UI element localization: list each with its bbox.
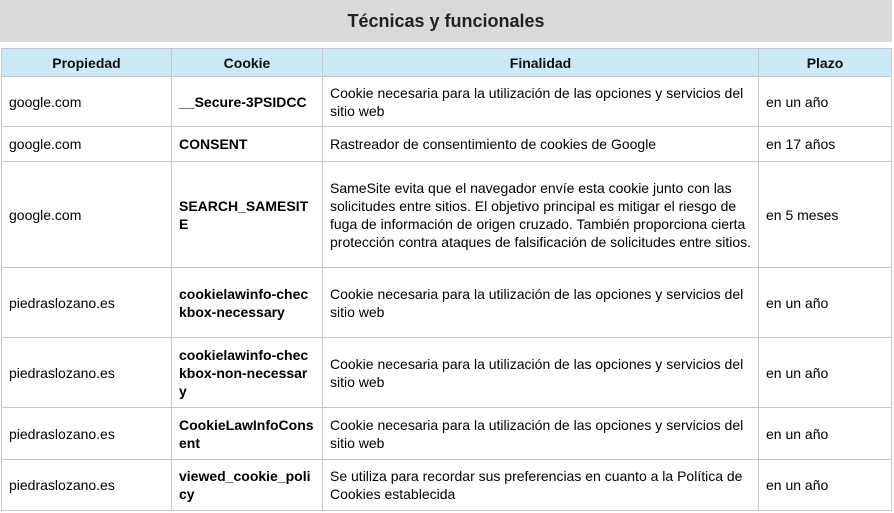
cell-cookie: SEARCH_SAMESITE (172, 162, 323, 268)
header-propiedad: Propiedad (2, 49, 172, 77)
section-title: Técnicas y funcionales (0, 0, 892, 42)
cell-cookie: __Secure-3PSIDCC (172, 77, 323, 127)
table-row (2, 268, 892, 338)
cookies-table (1, 48, 892, 511)
cell-finalidad: Cookie necesaria para la utilización de las opciones y servicios del sitio web (323, 77, 759, 127)
cell-plazo: en 5 meses (759, 162, 892, 268)
table-row (2, 408, 892, 460)
table-row (2, 460, 892, 511)
cell-plazo: en un año (759, 460, 892, 511)
header-finalidad: Finalidad (323, 49, 759, 77)
table-header-row (2, 49, 892, 77)
cell-plazo: en 17 años (759, 127, 892, 162)
cell-propiedad: piedraslozano.es (2, 338, 172, 408)
cell-cookie: CookieLawInfoConsent (172, 408, 323, 460)
header-plazo: Plazo (759, 49, 892, 77)
cell-finalidad: Cookie necesaria para la utilización de las opciones y servicios del sitio web (323, 268, 759, 338)
cell-propiedad: google.com (2, 77, 172, 127)
cell-finalidad: Rastreador de consentimiento de cookies de Google (323, 127, 759, 162)
table-row (2, 162, 892, 268)
cell-propiedad: piedraslozano.es (2, 408, 172, 460)
cell-plazo: en un año (759, 338, 892, 408)
table-row (2, 127, 892, 162)
cell-finalidad: Cookie necesaria para la utilización de las opciones y servicios del sitio web (323, 338, 759, 408)
cell-cookie: cookielawinfo-checkbox-non-necessary (172, 338, 323, 408)
cell-propiedad: google.com (2, 127, 172, 162)
cell-propiedad: piedraslozano.es (2, 460, 172, 511)
cell-cookie: CONSENT (172, 127, 323, 162)
table-row (2, 338, 892, 408)
cell-cookie: viewed_cookie_policy (172, 460, 323, 511)
cell-cookie: cookielawinfo-checkbox-necessary (172, 268, 323, 338)
cell-finalidad: SameSite evita que el navegador envíe esta cookie junto con las solicitudes entre sitios. El objetivo principal es mitigar el riesgo de fuga de información de origen cruzado. También proporciona cierta protección contra ataques de falsificación de solicitudes entre sitios. (323, 162, 759, 268)
cell-finalidad: Se utiliza para recordar sus preferencias en cuanto a la Política de Cookies establecida (323, 460, 759, 511)
table-row (2, 77, 892, 127)
cell-propiedad: google.com (2, 162, 172, 268)
header-cookie: Cookie (172, 49, 323, 77)
cell-plazo: en un año (759, 408, 892, 460)
cell-propiedad: piedraslozano.es (2, 268, 172, 338)
cell-plazo: en un año (759, 268, 892, 338)
cell-finalidad: Cookie necesaria para la utilización de las opciones y servicios del sitio web (323, 408, 759, 460)
cell-plazo: en un año (759, 77, 892, 127)
